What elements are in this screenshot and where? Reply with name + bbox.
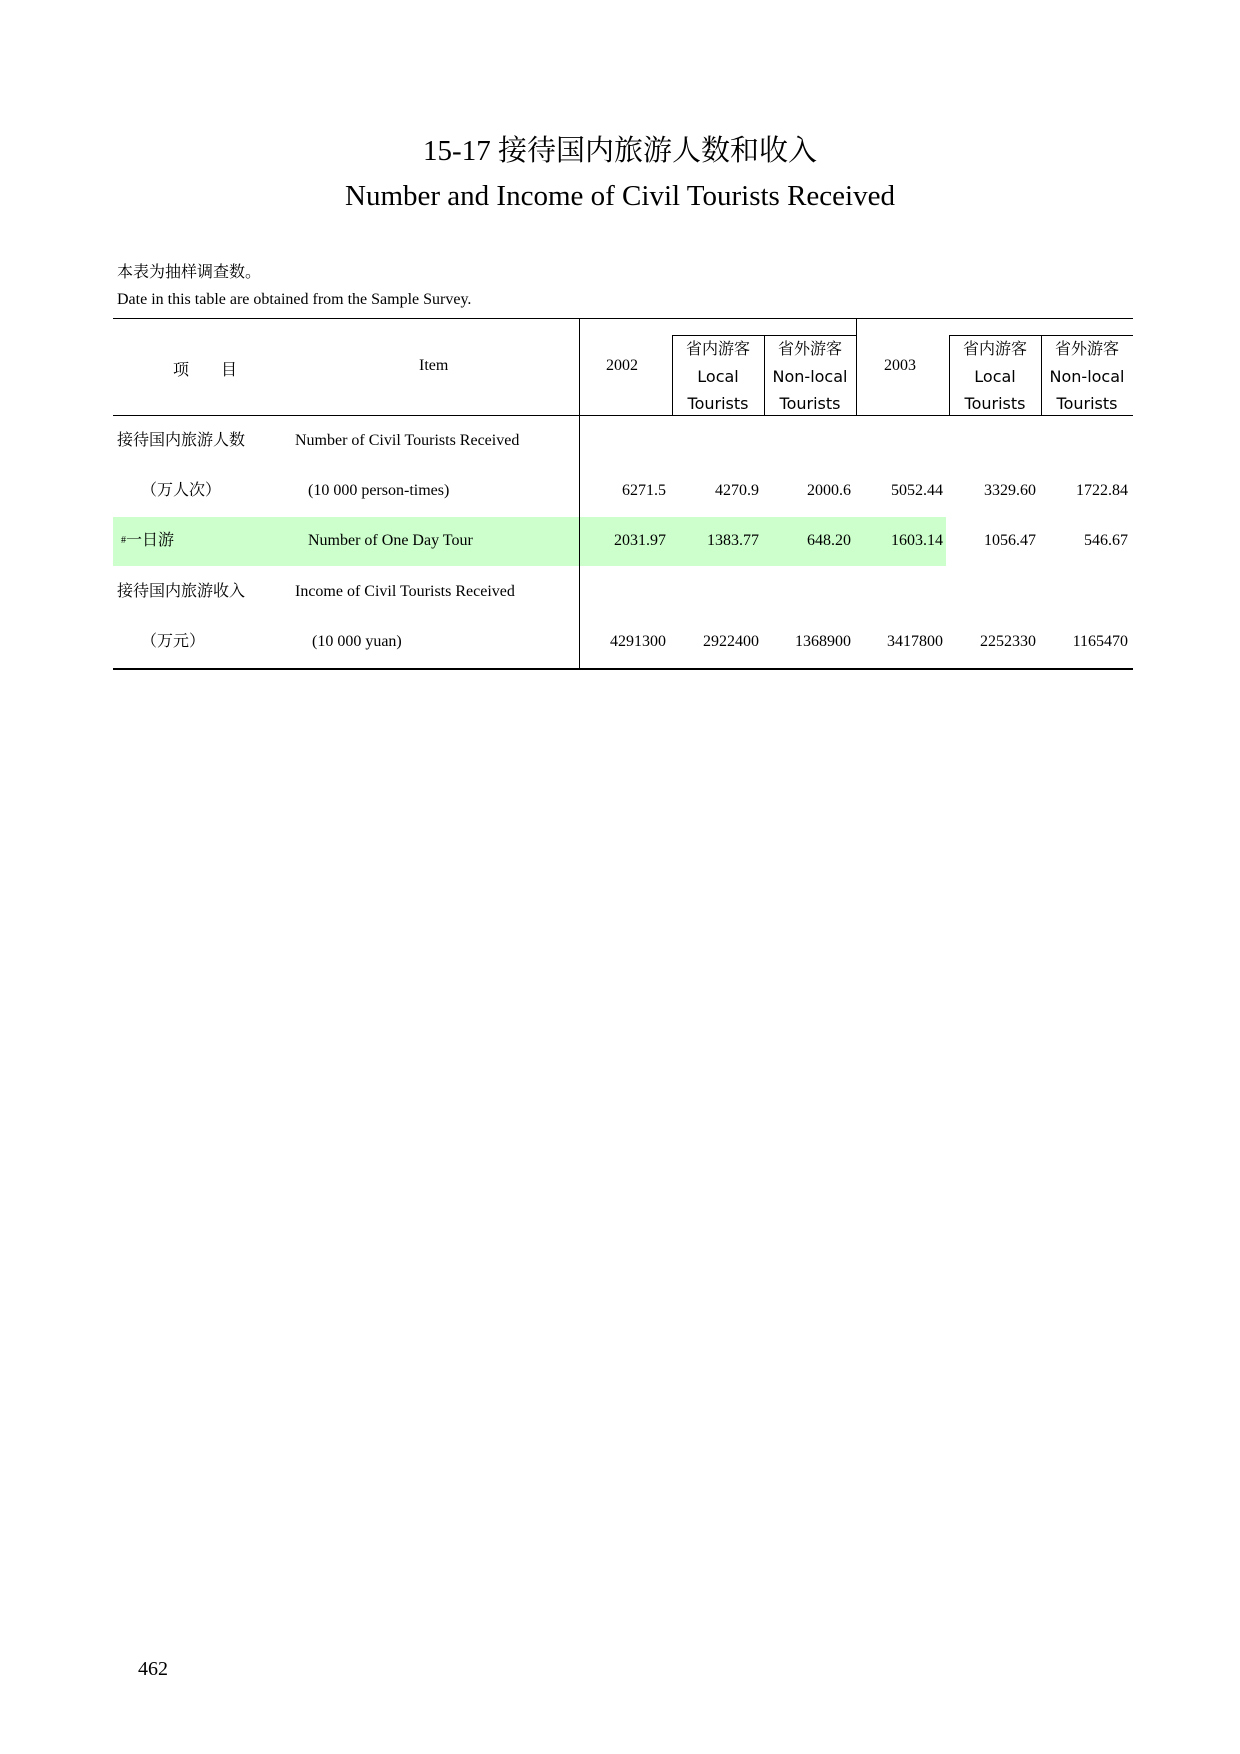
header-year-2002: 2002 xyxy=(606,357,638,374)
cell-2003-local: 3329.60 xyxy=(984,482,1036,499)
row-label-en: Number of Civil Tourists Received xyxy=(295,432,520,449)
cell-2002-local: 2922400 xyxy=(703,633,759,650)
table-bottom-rule xyxy=(113,668,1133,670)
cell-2003-local: 1056.47 xyxy=(984,532,1036,549)
page-title-cn: 15-17 接待国内旅游人数和收入 xyxy=(423,135,817,167)
row-label-cn: 接待国内旅游收入 xyxy=(117,583,246,600)
cell-2003-nonlocal: 1722.84 xyxy=(1076,482,1128,499)
note-en: Date in this table are obtained from the Sample Survey. xyxy=(117,291,472,308)
header-local-2002: 省内游客 Local Tourists xyxy=(685,341,750,413)
cell-2003-total: 5052.44 xyxy=(891,482,943,499)
row-label-cn: #一日游 xyxy=(121,532,175,549)
cell-2003-local: 2252330 xyxy=(980,633,1036,650)
note-cn: 本表为抽样调查数。 xyxy=(117,264,262,281)
cell-2003-nonlocal: 546.67 xyxy=(1084,532,1128,549)
table-top-rule xyxy=(113,318,1133,319)
row-label-cn: （万人次） xyxy=(141,482,222,499)
header-nonlocal-2003: 省外游客 Non-local Tourists xyxy=(1049,341,1125,413)
row-label-en: Number of One Day Tour xyxy=(308,532,473,549)
cell-2003-total: 1603.14 xyxy=(891,532,943,549)
row-mark: # xyxy=(121,535,126,546)
row-label-en: (10 000 yuan) xyxy=(312,633,402,650)
cell-2002-local: 4270.9 xyxy=(715,482,759,499)
header-year-2003: 2003 xyxy=(884,357,916,374)
page-number: 462 xyxy=(138,1658,168,1680)
cell-2002-total: 4291300 xyxy=(610,633,666,650)
row-label-en: Income of Civil Tourists Received xyxy=(295,583,515,600)
cell-2002-nonlocal: 2000.6 xyxy=(807,482,851,499)
cell-2002-nonlocal: 648.20 xyxy=(807,532,851,549)
header-nonlocal-2002: 省外游客 Non-local Tourists xyxy=(772,341,848,413)
row-label-en: (10 000 person-times) xyxy=(308,482,450,499)
cell-2003-nonlocal: 1165470 xyxy=(1072,633,1128,650)
stub-rule xyxy=(579,318,580,668)
row-label-cn: （万元） xyxy=(141,633,206,650)
col-rule-3 xyxy=(856,318,857,415)
cell-2002-total: 6271.5 xyxy=(622,482,666,499)
cell-2002-total: 2031.97 xyxy=(614,532,666,549)
cell-2002-local: 1383.77 xyxy=(707,532,759,549)
header-item-en: Item xyxy=(419,357,449,374)
page-title-en: Number and Income of Civil Tourists Received xyxy=(345,180,895,212)
header-item-cn: 项 目 xyxy=(173,362,238,379)
row-label-cn: 接待国内旅游人数 xyxy=(117,432,246,449)
cell-2002-nonlocal: 1368900 xyxy=(795,633,851,650)
cell-2003-total: 3417800 xyxy=(887,633,943,650)
header-local-2003: 省内游客 Local Tourists xyxy=(962,341,1027,413)
